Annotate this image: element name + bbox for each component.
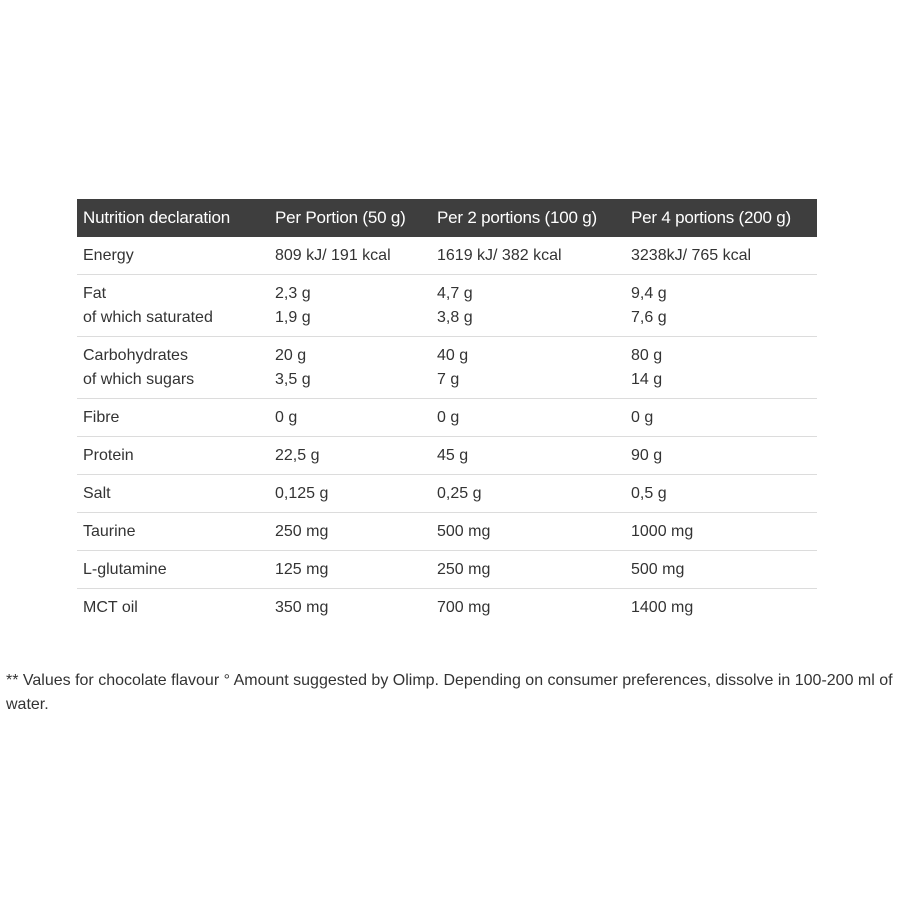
value: 350 mg [275, 598, 329, 616]
nutrient-sublabel: of which saturated [83, 308, 213, 326]
table-row-fibre [77, 399, 817, 437]
nutrition-table-header [77, 199, 817, 237]
per-4-portions-cell [625, 551, 817, 589]
value: 90 g [631, 446, 663, 464]
per-2-portions-cell [431, 589, 625, 627]
table-row-taurine [77, 513, 817, 551]
nutrient-label: Protein [83, 446, 134, 464]
per-2-portions-cell [431, 437, 625, 475]
per-4-portions-cell [625, 399, 817, 437]
nutrition-table [77, 199, 817, 626]
value: 3238kJ/ 765 kcal [631, 246, 752, 264]
value: 250 mg [275, 522, 329, 540]
per-portion-cell [269, 337, 431, 399]
per-2-portions-cell [431, 399, 625, 437]
header-per-portion: Per Portion (50 g) [269, 199, 431, 237]
nutrient-cell [77, 337, 269, 399]
nutrient-label: Fat [83, 284, 107, 302]
header-row [77, 199, 817, 237]
table-row-mct-oil [77, 589, 817, 627]
value: 809 kJ/ 191 kcal [275, 246, 391, 264]
per-4-portions-cell [625, 275, 817, 337]
per-portion-cell [269, 275, 431, 337]
per-portion-cell [269, 513, 431, 551]
value: 500 mg [631, 560, 685, 578]
value: 1000 mg [631, 522, 694, 540]
nutrition-table-body [77, 237, 817, 626]
per-4-portions-cell [625, 337, 817, 399]
header-per-2-portions: Per 2 portions (100 g) [431, 199, 625, 237]
value: 3,5 g [275, 370, 311, 388]
value: 1,9 g [275, 308, 311, 326]
nutrient-cell [77, 513, 269, 551]
per-portion-cell [269, 551, 431, 589]
nutrient-cell [77, 589, 269, 627]
nutrient-cell [77, 399, 269, 437]
header-per-4-portions: Per 4 portions (200 g) [625, 199, 817, 237]
value: 40 g [437, 346, 469, 364]
value: 45 g [437, 446, 469, 464]
value: 14 g [631, 370, 663, 388]
table-row-fat [77, 275, 817, 337]
nutrient-label: Energy [83, 246, 134, 264]
table-row-protein [77, 437, 817, 475]
nutrient-cell [77, 475, 269, 513]
value: 125 mg [275, 560, 329, 578]
nutrient-cell [77, 237, 269, 275]
value: 0 g [275, 408, 298, 426]
per-4-portions-cell [625, 237, 817, 275]
value: 0 g [631, 408, 654, 426]
value: 500 mg [437, 522, 491, 540]
value: 7,6 g [631, 308, 667, 326]
value: 80 g [631, 346, 663, 364]
per-2-portions-cell [431, 475, 625, 513]
per-2-portions-cell [431, 513, 625, 551]
nutrient-sublabel: of which sugars [83, 370, 195, 388]
table-row-salt [77, 475, 817, 513]
value: 250 mg [437, 560, 491, 578]
per-portion-cell [269, 399, 431, 437]
value: 4,7 g [437, 284, 473, 302]
nutrient-label: Carbohydrates [83, 346, 188, 364]
value: 0,25 g [437, 484, 482, 502]
value: 22,5 g [275, 446, 320, 464]
value: 7 g [437, 370, 460, 388]
value: 2,3 g [275, 284, 311, 302]
value: 9,4 g [631, 284, 667, 302]
per-portion-cell [269, 437, 431, 475]
per-4-portions-cell [625, 513, 817, 551]
value: 0,125 g [275, 484, 329, 502]
value: 1619 kJ/ 382 kcal [437, 246, 562, 264]
header-nutrition-declaration: Nutrition declaration [77, 199, 269, 237]
per-portion-cell [269, 589, 431, 627]
value: 700 mg [437, 598, 491, 616]
nutrient-label: MCT oil [83, 598, 138, 616]
per-2-portions-cell [431, 337, 625, 399]
value: 3,8 g [437, 308, 473, 326]
table-row-carbohydrates [77, 337, 817, 399]
per-4-portions-cell [625, 475, 817, 513]
per-4-portions-cell [625, 437, 817, 475]
value: 20 g [275, 346, 307, 364]
table-row-energy [77, 237, 817, 275]
nutrient-label: Taurine [83, 522, 136, 540]
nutrient-cell [77, 275, 269, 337]
value: 1400 mg [631, 598, 694, 616]
nutrient-label: Fibre [83, 408, 120, 426]
per-4-portions-cell [625, 589, 817, 627]
per-2-portions-cell [431, 237, 625, 275]
per-portion-cell [269, 237, 431, 275]
footnote: ** Values for chocolate flavour ° Amount suggested by Olimp. Depending on consumer preferences, dissolve in 100-200 ml of water. [6, 672, 893, 713]
per-2-portions-cell [431, 551, 625, 589]
value: 0,5 g [631, 484, 667, 502]
nutrient-cell [77, 437, 269, 475]
nutrient-cell [77, 551, 269, 589]
value: 0 g [437, 408, 460, 426]
nutrient-label: L-glutamine [83, 560, 167, 578]
nutrient-label: Salt [83, 484, 111, 502]
per-2-portions-cell [431, 275, 625, 337]
per-portion-cell [269, 475, 431, 513]
table-row-l-glutamine [77, 551, 817, 589]
